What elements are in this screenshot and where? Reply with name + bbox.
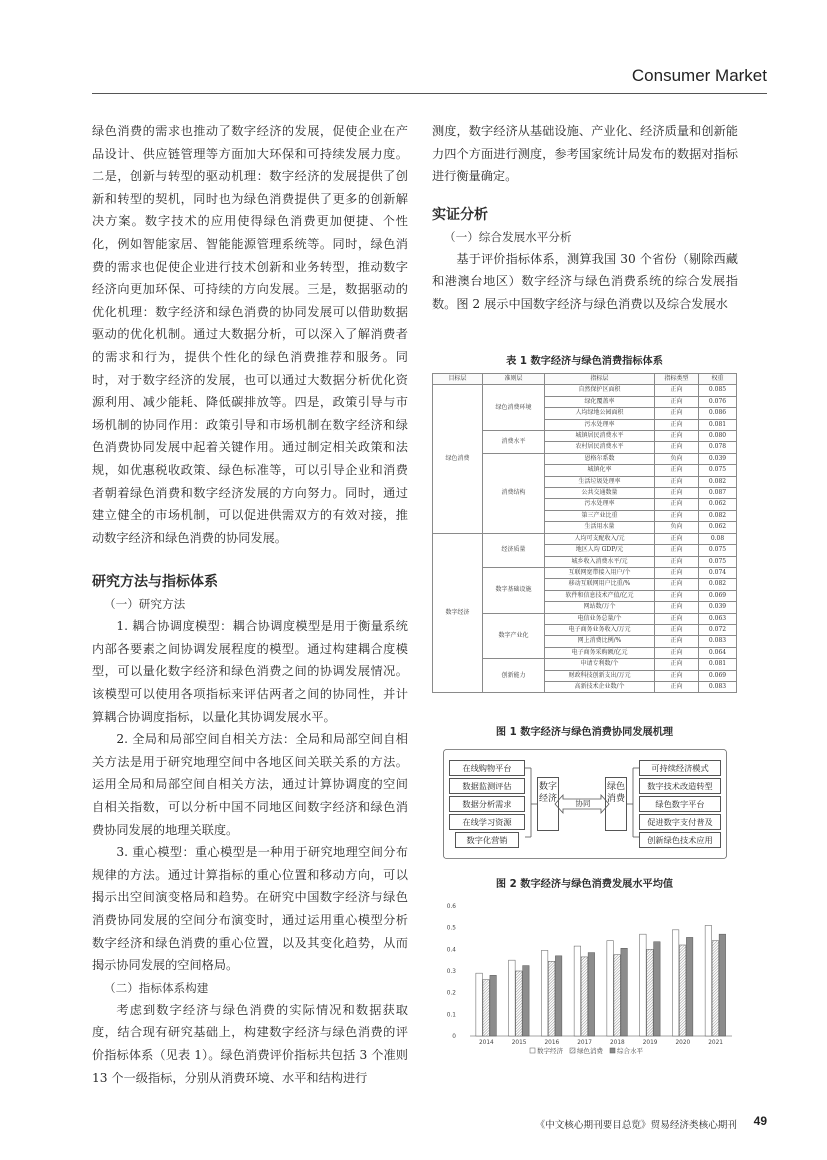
indicator-cell: 电信业务总量/个 bbox=[545, 613, 655, 624]
bar-数字经济 bbox=[705, 926, 712, 1037]
bar-数字经济 bbox=[607, 941, 614, 1036]
bar-综合水平 bbox=[490, 975, 497, 1036]
paragraph-index-construction: 考虑到数字经济与绿色消费的实际情况和数据获取度，结合现有研究基础上，构建数字经济与绿色消费的评价指标体系（见表 1）。绿色消费评价指标共包括 3 个准则 13 个一级指标，分别从消费环境、水平和结构进行 bbox=[92, 1002, 408, 1085]
header-rule bbox=[92, 93, 767, 94]
subsection-heading-index: （二）指标体系构建 bbox=[104, 980, 209, 995]
figure-1-left-box: 在线购物平台 bbox=[449, 760, 525, 776]
weight-cell: 0.069 bbox=[699, 670, 737, 681]
table-row bbox=[433, 385, 737, 396]
criteria-cell: 消费结构 bbox=[483, 453, 545, 533]
weight-cell: 0.039 bbox=[699, 453, 737, 464]
indicator-cell: 移动互联网用户比重/% bbox=[545, 579, 655, 590]
type-cell: 正向 bbox=[655, 396, 699, 407]
type-cell: 正向 bbox=[655, 476, 699, 487]
type-cell: 正向 bbox=[655, 533, 699, 544]
x-tick-label: 2020 bbox=[675, 1040, 691, 1046]
indicator-cell: 公共交通数量 bbox=[545, 488, 655, 499]
legend-label: 综合水平 bbox=[617, 1047, 643, 1055]
indicator-cell: 网上消费比例/% bbox=[545, 636, 655, 647]
paragraph-coupling-model: 1. 耦合协调度模型：耦合协调度模型是用于衡量系统内部各要素之间协调发展程度的模型。通过构建耦合度模型，可以量化数字经济和绿色消费之间的协调发展情况。该模型可以使用各项指标来评估两者之间的协同性，并计算耦合协调度指标，以量化其协调发展水平。 bbox=[92, 619, 408, 724]
weight-cell: 0.069 bbox=[699, 590, 737, 601]
legend-swatch bbox=[570, 1048, 575, 1053]
type-cell: 正向 bbox=[655, 488, 699, 499]
y-tick-label: 0.2 bbox=[446, 990, 456, 997]
x-tick-label: 2016 bbox=[544, 1040, 560, 1046]
weight-cell: 0.086 bbox=[699, 408, 737, 419]
figure-1-caption: 图 1 数字经济与绿色消费协同发展机理 bbox=[495, 727, 674, 738]
type-cell: 正向 bbox=[655, 659, 699, 670]
bar-数字经济 bbox=[541, 950, 548, 1036]
type-cell: 正向 bbox=[655, 465, 699, 476]
target-cell: 数字经济 bbox=[433, 533, 483, 693]
bar-综合水平 bbox=[654, 942, 661, 1036]
figure-1-right-box: 绿色数字平台 bbox=[639, 796, 721, 812]
paragraph-mechanisms: 绿色消费的需求也推动了数字经济的发展，促使企业在产品设计、供应链管理等方面加大环保和可持续发展力度。二是，创新与转型的驱动机理：数字经济的发展提供了创新和转型的契机，同时也为绿色消费提供了更多的创新解决方案。数字技术的应用使得绿色消费更加便捷、个性化，例如智能家居、智能能源管理系统等。同时，绿色消费的需求也促使企业进行技术创新和业务转型，推动数字经济向更加环保、可持续的方向发展。三是，数据驱动的优化机理：数字经济和绿色消费的协同发展可以借助数据驱动的优化机制。通过大数据分析，可以深入了解消费者的需求和行为，提供个性化的绿色消费推荐和服务。同时，对于数字经济的发展，也可以通过大数据分析优化资源利用、减少能耗、降低碳排放等。四是，政策引导与市场机制的协同作用：政策引导和市场机制在数字经济和绿色消费协同发展中起着关键作用。通过制定相关政策和法规，如优惠税收政策、绿色标准等，可以引导企业和消费者朝着绿色消费和数字经济发展的方向努力。同时，通过建立健全的市场机制，可以促进供需双方的有效对接，推动数字经济和绿色消费的协同发展。 bbox=[92, 124, 408, 545]
weight-cell: 0.085 bbox=[699, 385, 737, 396]
y-tick-label: 0.1 bbox=[446, 1012, 456, 1019]
type-cell: 正向 bbox=[655, 567, 699, 578]
bar-数字经济 bbox=[509, 960, 516, 1036]
indicator-cell: 电子商务业务收入/万元 bbox=[545, 624, 655, 635]
type-cell: 正向 bbox=[655, 385, 699, 396]
bar-绿色消费 bbox=[548, 961, 555, 1036]
footer-journal-note: 《中文核心期刊要目总览》贸易经济类核心期刊 bbox=[535, 1120, 737, 1131]
bar-综合水平 bbox=[523, 966, 530, 1036]
table-header-cell: 准则层 bbox=[483, 374, 545, 385]
legend-label: 绿色消费 bbox=[577, 1047, 603, 1055]
type-cell: 正向 bbox=[655, 579, 699, 590]
weight-cell: 0.062 bbox=[699, 499, 737, 510]
figure-2-caption: 图 2 数字经济与绿色消费发展水平均值 bbox=[495, 879, 674, 890]
type-cell: 负向 bbox=[655, 453, 699, 464]
indicator-cell: 财政科技创新支出/万元 bbox=[545, 670, 655, 681]
criteria-cell: 创新能力 bbox=[483, 659, 545, 693]
type-cell: 正向 bbox=[655, 636, 699, 647]
type-cell: 正向 bbox=[655, 510, 699, 521]
weight-cell: 0.082 bbox=[699, 510, 737, 521]
figure-2-chart bbox=[440, 898, 740, 1068]
criteria-cell: 消费水平 bbox=[483, 431, 545, 454]
figure-1-left-box: 数字化营销 bbox=[455, 832, 519, 848]
table-header-cell: 指标层 bbox=[545, 374, 655, 385]
x-tick-label: 2017 bbox=[577, 1040, 593, 1046]
weight-cell: 0.083 bbox=[699, 681, 737, 692]
page-number: 49 bbox=[753, 1114, 767, 1128]
weight-cell: 0.081 bbox=[699, 419, 737, 430]
weight-cell: 0.062 bbox=[699, 522, 737, 533]
bar-综合水平 bbox=[621, 948, 628, 1036]
weight-cell: 0.082 bbox=[699, 476, 737, 487]
table-1-caption: 表 1 数字经济与绿色消费指标体系 bbox=[506, 356, 663, 367]
y-tick-label: 0.4 bbox=[446, 947, 456, 954]
bar-绿色消费 bbox=[679, 945, 686, 1036]
paragraph-gravity-model: 3. 重心模型：重心模型是一种用于研究地理空间分布规律的方法。通过计算指标的重心位置和移动方向，可以揭示出空间演变格局和趋势。在研究中国数字经济与绿色消费协同发展的空间分布演变时，通过运用重心模型分析数字经济和绿色消费的重心位置，以及其变化趋势，从而揭示协同发展的空间格局。 bbox=[92, 845, 408, 973]
type-cell: 负向 bbox=[655, 522, 699, 533]
bar-综合水平 bbox=[719, 934, 726, 1036]
indicator-cell: 第三产业比重 bbox=[545, 510, 655, 521]
weight-cell: 0.075 bbox=[699, 465, 737, 476]
indicator-cell: 电子商务采购额/亿元 bbox=[545, 647, 655, 658]
type-cell: 正向 bbox=[655, 613, 699, 624]
bar-综合水平 bbox=[588, 953, 595, 1036]
indicator-cell: 污水处理率 bbox=[545, 499, 655, 510]
table-row bbox=[433, 533, 737, 544]
type-cell: 正向 bbox=[655, 408, 699, 419]
type-cell: 正向 bbox=[655, 499, 699, 510]
indicator-cell: 申请专利数/个 bbox=[545, 659, 655, 670]
indicator-cell: 软件和信息技术产值/亿元 bbox=[545, 590, 655, 601]
indicator-cell: 恩格尔系数 bbox=[545, 453, 655, 464]
figure-1-left-box: 数据监测评估 bbox=[449, 778, 525, 794]
figure-1-right-box: 可持续经济模式 bbox=[639, 760, 721, 776]
section-heading-methods: 研究方法与指标体系 bbox=[92, 574, 218, 591]
x-tick-label: 2019 bbox=[642, 1040, 658, 1046]
indicator-cell: 城乡收入消费水平/元 bbox=[545, 556, 655, 567]
type-cell: 正向 bbox=[655, 419, 699, 430]
indicator-cell: 城镇化率 bbox=[545, 465, 655, 476]
y-tick-label: 0.3 bbox=[446, 969, 456, 975]
paragraph-spatial-autocorrelation: 2. 全局和局部空间自相关方法：全局和局部空间自相关方法是用于研究地理空间中各地区间关联关系的方法。运用全局和局部空间自相关方法，通过计算协调度的空间自相关指数，可以分析中国不同地区间数字经济和绿色消费协同发展的地理关联度。 bbox=[92, 732, 408, 837]
indicator-cell: 生活垃圾处理率 bbox=[545, 476, 655, 487]
type-cell: 正向 bbox=[655, 602, 699, 613]
indicator-cell: 高新技术企业数/个 bbox=[545, 681, 655, 692]
bar-数字经济 bbox=[574, 946, 581, 1036]
weight-cell: 0.083 bbox=[699, 636, 737, 647]
indicator-cell: 互联网宽带接入用户/个 bbox=[545, 567, 655, 578]
indicator-cell: 城镇居民消费水平 bbox=[545, 431, 655, 442]
y-tick-label: 0.6 bbox=[446, 904, 456, 910]
subsection-heading-methods: （一）研究方法 bbox=[104, 597, 186, 612]
type-cell: 正向 bbox=[655, 670, 699, 681]
criteria-cell: 绿色消费环境 bbox=[483, 385, 545, 431]
figure-1-synergy-label: 协同 bbox=[575, 799, 591, 808]
criteria-cell: 经济质量 bbox=[483, 533, 545, 567]
type-cell: 正向 bbox=[655, 624, 699, 635]
bar-绿色消费 bbox=[483, 980, 490, 1036]
bar-绿色消费 bbox=[614, 955, 621, 1036]
weight-cell: 0.08 bbox=[699, 533, 737, 544]
indicator-cell: 人均可支配收入/元 bbox=[545, 533, 655, 544]
y-tick-label: 0.5 bbox=[446, 925, 456, 932]
bar-综合水平 bbox=[555, 956, 562, 1036]
bar-数字经济 bbox=[476, 973, 483, 1036]
indicator-cell: 农村居民消费水平 bbox=[545, 442, 655, 453]
bar-绿色消费 bbox=[647, 949, 654, 1036]
subsection-heading-empirical: （一）综合发展水平分析 bbox=[444, 229, 572, 244]
table-header-cell: 目标层 bbox=[433, 374, 483, 385]
bar-绿色消费 bbox=[581, 957, 588, 1036]
indicator-cell: 污水处理率 bbox=[545, 419, 655, 430]
bar-绿色消费 bbox=[712, 941, 719, 1036]
weight-cell: 0.075 bbox=[699, 545, 737, 556]
bar-数字经济 bbox=[672, 930, 679, 1036]
weight-cell: 0.075 bbox=[699, 556, 737, 567]
weight-cell: 0.076 bbox=[699, 396, 737, 407]
x-tick-label: 2018 bbox=[609, 1040, 625, 1046]
table-header-cell: 权重 bbox=[699, 374, 737, 385]
table-header-cell: 指标类型 bbox=[655, 374, 699, 385]
weight-cell: 0.063 bbox=[699, 613, 737, 624]
figure-1-green-consumption-node: 绿色消费 bbox=[605, 777, 627, 831]
figure-1-left-box: 在线学习资源 bbox=[449, 814, 525, 830]
type-cell: 正向 bbox=[655, 647, 699, 658]
bar-数字经济 bbox=[640, 934, 647, 1036]
weight-cell: 0.074 bbox=[699, 567, 737, 578]
weight-cell: 0.064 bbox=[699, 647, 737, 658]
figure-1-left-box: 数据分析需求 bbox=[449, 796, 525, 812]
legend-label: 数字经济 bbox=[537, 1047, 563, 1055]
figure-1-right-box: 数字技术改造转型 bbox=[639, 778, 721, 794]
weight-cell: 0.080 bbox=[699, 431, 737, 442]
figure-1-diagram bbox=[443, 749, 727, 859]
right-column bbox=[432, 120, 738, 316]
indicator-cell: 网站数/万个 bbox=[545, 602, 655, 613]
type-cell: 正向 bbox=[655, 442, 699, 453]
bar-综合水平 bbox=[686, 937, 693, 1036]
weight-cell: 0.078 bbox=[699, 442, 737, 453]
left-column bbox=[92, 120, 408, 1089]
target-cell: 绿色消费 bbox=[433, 385, 483, 533]
section-heading-empirical: 实证分析 bbox=[432, 206, 488, 223]
indicator-cell: 绿化覆盖率 bbox=[545, 396, 655, 407]
figure-1-digital-economy-node: 数字经济 bbox=[537, 777, 559, 831]
indicator-table bbox=[432, 373, 737, 693]
table-1-block bbox=[432, 352, 737, 693]
indicator-cell: 人均绿地公园面积 bbox=[545, 408, 655, 419]
weight-cell: 0.039 bbox=[699, 602, 737, 613]
bar-绿色消费 bbox=[516, 971, 523, 1036]
weight-cell: 0.087 bbox=[699, 488, 737, 499]
x-tick-label: 2021 bbox=[708, 1040, 724, 1046]
x-tick-label: 2014 bbox=[478, 1040, 494, 1046]
figure-1-right-box: 创新绿色技术应用 bbox=[639, 832, 721, 848]
bar-chart-svg bbox=[440, 898, 740, 1068]
figure-1-right-box: 促进数字支付普及 bbox=[639, 814, 721, 830]
paragraph-measurement: 测度，数字经济从基础设施、产业化、经济质量和创新能力四个方面进行测度，参考国家统计局发布的数据对指标进行衡量确定。 bbox=[432, 124, 738, 184]
y-tick-label: 0 bbox=[452, 1034, 456, 1040]
indicator-cell: 自然保护区面积 bbox=[545, 385, 655, 396]
type-cell: 正向 bbox=[655, 681, 699, 692]
x-tick-label: 2015 bbox=[511, 1040, 527, 1046]
weight-cell: 0.082 bbox=[699, 579, 737, 590]
weight-cell: 0.081 bbox=[699, 659, 737, 670]
type-cell: 正向 bbox=[655, 545, 699, 556]
type-cell: 正向 bbox=[655, 431, 699, 442]
table-header-row bbox=[433, 374, 737, 385]
weight-cell: 0.072 bbox=[699, 624, 737, 635]
journal-section-title: Consumer Market bbox=[631, 66, 767, 85]
indicator-cell: 地区人均 GDP/元 bbox=[545, 545, 655, 556]
indicator-cell: 生活用水量 bbox=[545, 522, 655, 533]
criteria-cell: 数字产业化 bbox=[483, 613, 545, 659]
legend-swatch bbox=[610, 1048, 615, 1053]
legend-swatch bbox=[530, 1048, 535, 1053]
type-cell: 正向 bbox=[655, 556, 699, 567]
criteria-cell: 数字基础设施 bbox=[483, 567, 545, 613]
paragraph-empirical: 基于评价指标体系，测算我国 30 个省份（剔除西藏和港澳台地区）数字经济与绿色消费系统的综合发展指数。图 2 展示中国数字经济与绿色消费以及综合发展水 bbox=[432, 251, 738, 311]
type-cell: 正向 bbox=[655, 590, 699, 601]
